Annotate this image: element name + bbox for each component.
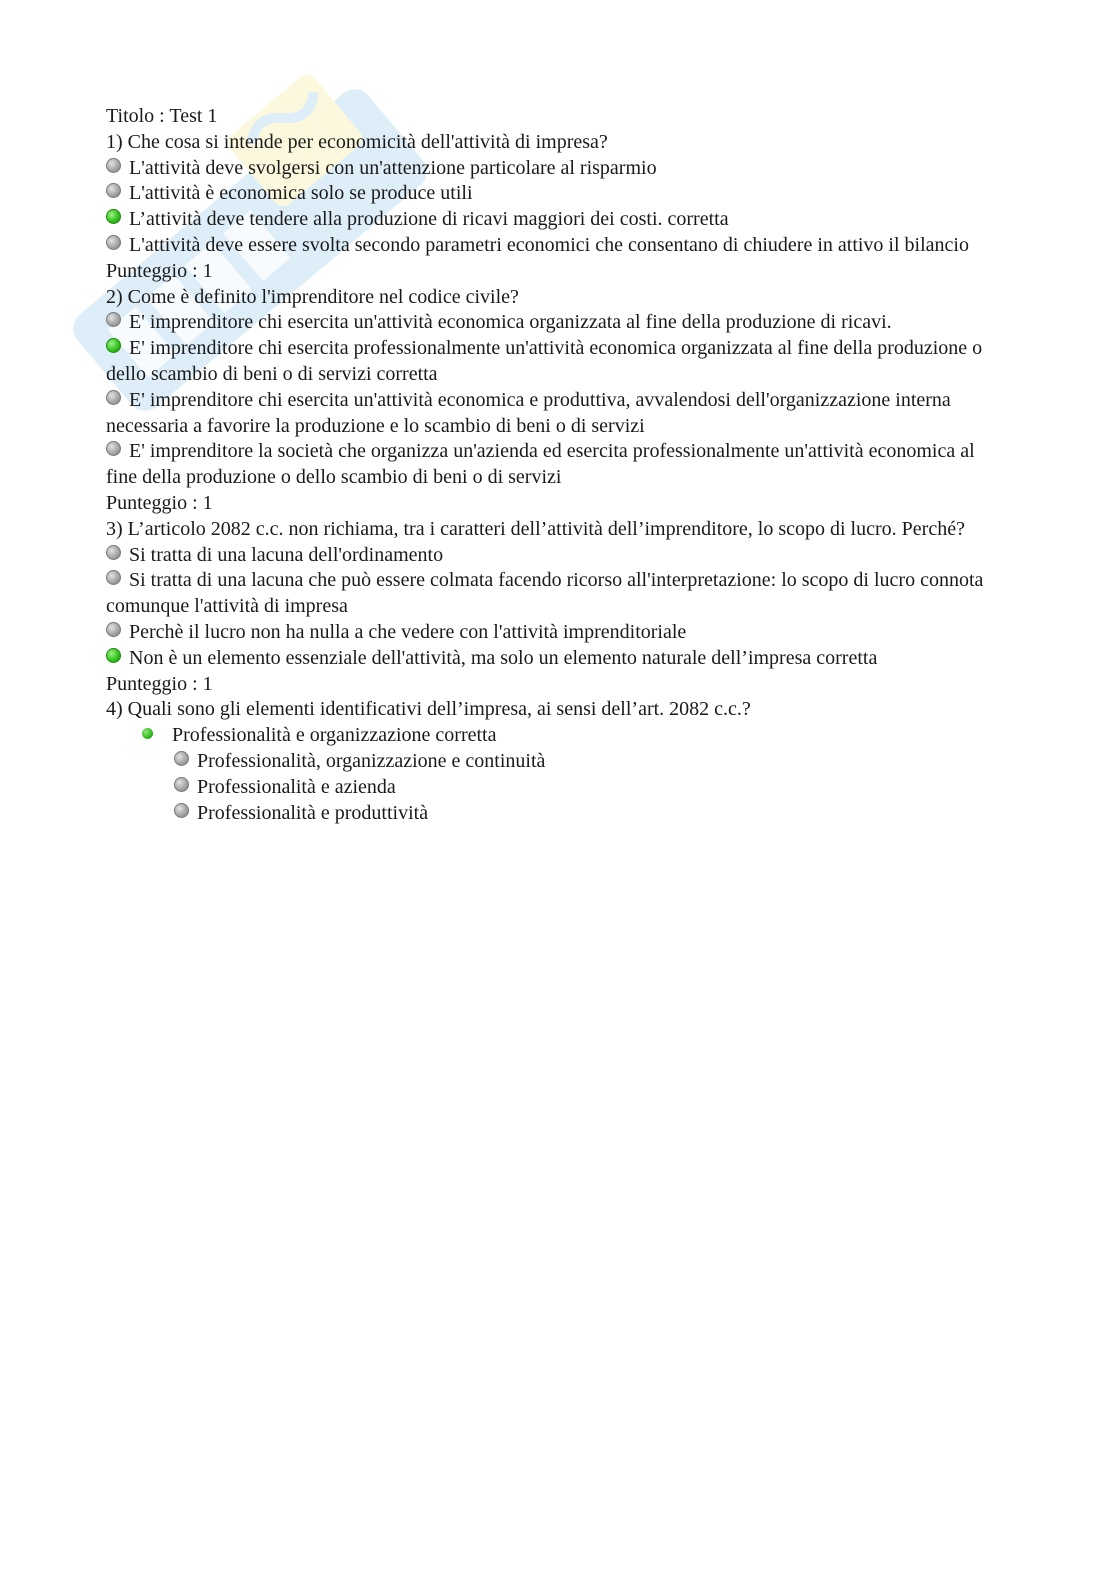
answer-option	[106, 156, 1006, 182]
grey-circle-icon	[106, 235, 121, 250]
answer-option	[106, 233, 1006, 259]
score: Punteggio : 1	[106, 672, 213, 695]
green-circle-icon	[106, 338, 121, 353]
answer-text: E' imprenditore chi esercita un'attività economica e produttiva, avvalendosi dell'organizzazione interna necessaria a favorire la produzione e lo scambio di beni o di servizi	[106, 388, 951, 437]
answer-option	[106, 568, 1006, 620]
answer-option	[106, 181, 1006, 207]
grey-circle-icon	[174, 751, 189, 766]
grey-circle-icon	[106, 622, 121, 637]
answer-option	[106, 543, 1006, 569]
green-bullet-icon	[142, 728, 153, 739]
document-page	[106, 104, 1006, 826]
answer-option	[174, 749, 1006, 775]
score: Punteggio : 1	[106, 259, 213, 282]
answer-text: E' imprenditore chi esercita un'attività economica organizzata al fine della produzione di ricavi.	[129, 311, 892, 334]
grey-circle-icon	[174, 777, 189, 792]
answer-option	[106, 310, 1006, 336]
question-1	[106, 130, 1006, 285]
answer-option	[106, 388, 1006, 440]
grey-circle-icon	[106, 570, 121, 585]
grey-circle-icon	[106, 441, 121, 456]
question-text: 2) Come è definito l'imprenditore nel codice civile?	[106, 285, 519, 308]
green-circle-icon	[106, 209, 121, 224]
answer-option-correct	[142, 723, 1006, 749]
question-4	[106, 697, 1006, 826]
answer-text: Professionalità e azienda	[197, 775, 396, 798]
answer-text: Non è un elemento essenziale dell'attività, ma solo un elemento naturale dell’impresa corretta	[129, 646, 878, 669]
grey-circle-icon	[106, 158, 121, 173]
page-title: Titolo : Test 1	[106, 105, 218, 127]
question-text: 4) Quali sono gli elementi identificativi dell’impresa, ai sensi dell’art. 2082 c.c.?	[106, 698, 751, 721]
answer-option	[174, 801, 1006, 827]
answer-text: E' imprenditore la società che organizza un'azienda ed esercita professionalmente un'attività economica al fine della produzione o dello scambio di beni o di servizi	[106, 440, 975, 489]
answer-option-correct	[106, 336, 1006, 388]
grey-circle-icon	[106, 390, 121, 405]
grey-circle-icon	[106, 545, 121, 560]
green-circle-icon	[106, 648, 121, 663]
answer-option-correct	[106, 207, 1006, 233]
answer-text: E' imprenditore chi esercita professionalmente un'attività economica organizzata al fine della produzione o dello scambio di beni o di servizi corretta	[106, 337, 983, 385]
question-3	[106, 517, 1006, 698]
question-text: 1) Che cosa si intende per economicità dell'attività di impresa?	[106, 130, 608, 153]
answer-option	[106, 620, 1006, 646]
answer-option	[106, 439, 1006, 491]
answer-text: Perchè il lucro non ha nulla a che vedere con l'attività imprenditoriale	[129, 620, 687, 643]
answer-text: L'attività è economica solo se produce utili	[129, 182, 473, 205]
answer-text: L'attività deve essere svolta secondo parametri economici che consentano di chiudere in attivo il bilancio	[129, 233, 969, 256]
answer-option-correct	[106, 646, 1006, 672]
grey-circle-icon	[106, 183, 121, 198]
score: Punteggio : 1	[106, 491, 213, 514]
grey-circle-icon	[106, 312, 121, 327]
answer-text: L’attività deve tendere alla produzione di ricavi maggiori dei costi. corretta	[129, 208, 729, 231]
answer-text: L'attività deve svolgersi con un'attenzione particolare al risparmio	[129, 156, 657, 179]
answer-text: Si tratta di una lacuna che può essere colmata facendo ricorso all'interpretazione: lo scopo di lucro connota comunque l'attività di impresa	[106, 569, 984, 618]
grey-circle-icon	[174, 803, 189, 818]
answer-list	[106, 723, 1006, 826]
answer-text: Professionalità e produttività	[197, 801, 429, 824]
answer-text: Si tratta di una lacuna dell'ordinamento	[129, 543, 444, 566]
question-text: 3) L’articolo 2082 c.c. non richiama, tra i caratteri dell’attività dell’imprenditore, lo scopo di lucro. Perché?	[106, 517, 965, 540]
answer-text: Professionalità e organizzazione corretta	[172, 724, 497, 747]
question-2	[106, 285, 1006, 517]
answer-text: Professionalità, organizzazione e continuità	[197, 749, 546, 772]
answer-option	[174, 775, 1006, 801]
